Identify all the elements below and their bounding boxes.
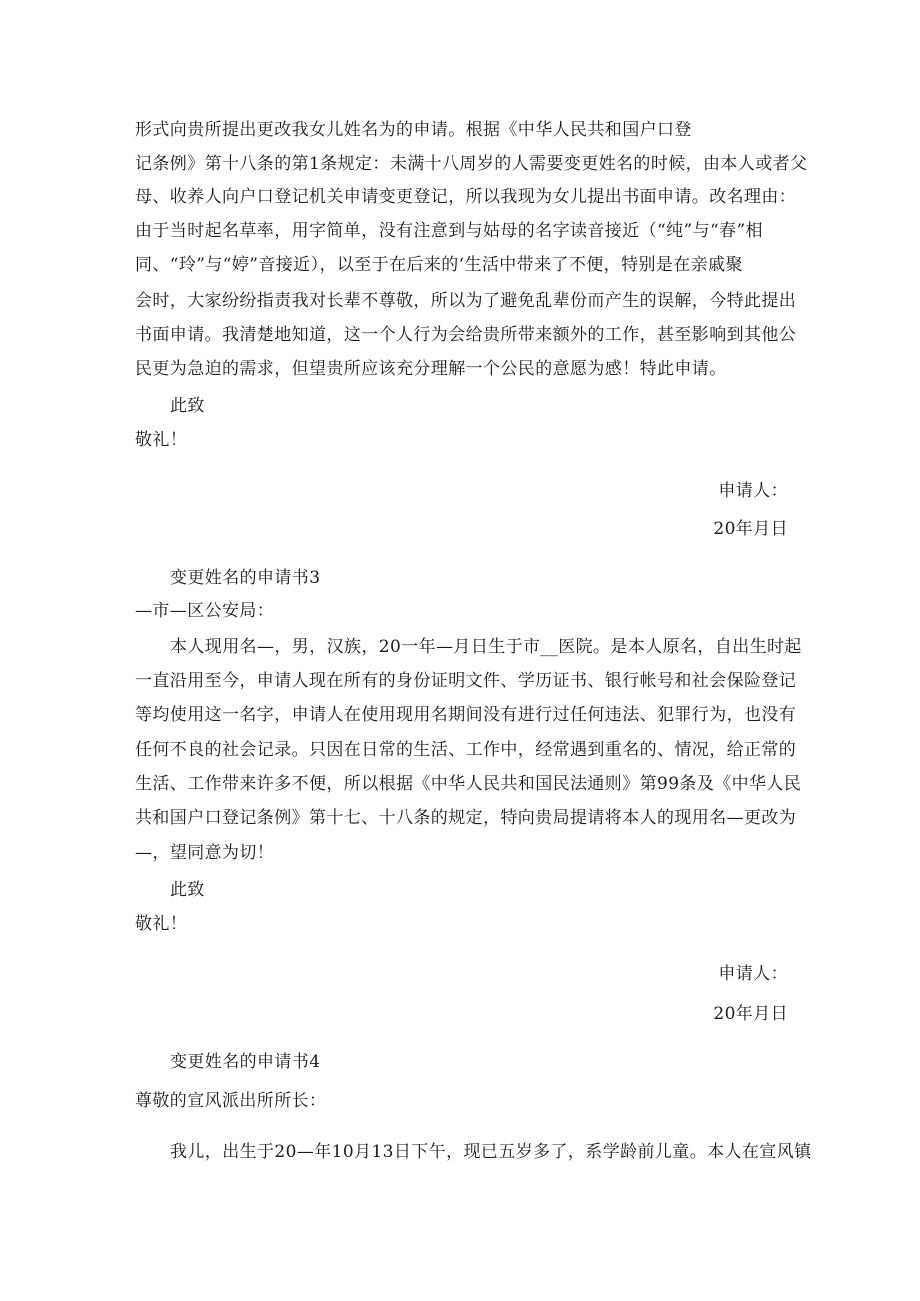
date-text: 20年月日 <box>713 519 788 539</box>
paragraph-line: 本人现用名—，男，汉族，20一年—月日生于市__医院。是本人原名，自出生时起 <box>170 637 802 657</box>
section-title: 变更姓名的申请书3 <box>170 568 321 588</box>
paragraph-line: 书面申请。我清楚地知道，这一个人行为会给贵所带来额外的工作，甚至影响到其他公 <box>135 325 797 345</box>
date-text: 20年月日 <box>713 1004 788 1024</box>
paragraph-line: 民更为急迫的需求，但望贵所应该充分理解一个公民的意愿为感！特此申请。 <box>135 359 727 379</box>
paragraph-line: 任何不良的社会记录。只因在日常的生活、工作中，经常遇到重名的、情况，给正常的 <box>135 740 797 760</box>
paragraph-line: 我儿，出生于20—年10月13日下午，现已五岁多了，系学龄前儿童。本人在宣风镇 <box>170 1142 812 1162</box>
paragraph-line: 由于当时起名草率，用字简单，没有注意到与姑母的名字读音接近（“纯”与“春”相 <box>135 221 763 241</box>
applicant-label: 申请人： <box>718 964 788 984</box>
paragraph-line: 等均使用这一名字，申请人在使用现用名期间没有进行过任何违法、犯罪行为，也没有 <box>135 705 797 725</box>
paragraph-line: —，望同意为切！ <box>135 843 275 863</box>
applicant-label: 申请人： <box>718 481 788 501</box>
paragraph-line: 共和国户口登记条例》第十七、十八条的规定，特向贵局提请将本人的现用名—更改为 <box>135 808 797 828</box>
paragraph-line: 母、收养人向户口登记机关申请变更登记，所以我现为女儿提出书面申请。改名理由： <box>135 187 797 207</box>
addressee: —市—区公安局： <box>135 601 275 621</box>
closing-text: 此致 <box>170 396 205 416</box>
paragraph-line: 一直沿用至今，申请人现在所有的身份证明文件、学历证书、银行帐号和社会保险登记 <box>135 671 797 691</box>
salute-text: 敬礼！ <box>135 430 188 450</box>
paragraph-line: 会时，大家纷纷指责我对长辈不尊敬，所以为了避免乱辈份而产生的误解，今特此提出 <box>135 291 797 311</box>
paragraph-line: 记条例》第十八条的第1条规定：未满十八周岁的人需要变更姓名的时候，由本人或者父 <box>135 154 808 174</box>
paragraph-line: 生活、工作带来许多不便，所以根据《中华人民共和国民法通则》第99条及《中华人民 <box>135 774 802 794</box>
addressee: 尊敬的宣风派出所所长： <box>135 1091 327 1111</box>
closing-text: 此致 <box>170 880 205 900</box>
paragraph-line: 形式向贵所提出更改我女儿姓名为的申请。根据《中华人民共和国户口登 <box>135 120 692 140</box>
salute-text: 敬礼！ <box>135 914 188 934</box>
section-title: 变更姓名的申请书4 <box>170 1052 321 1072</box>
paragraph-line: 同、“玲”与“婷”音接近），以至于在后来的‘生活中带来了不便，特别是在亲戚聚 <box>135 255 743 275</box>
